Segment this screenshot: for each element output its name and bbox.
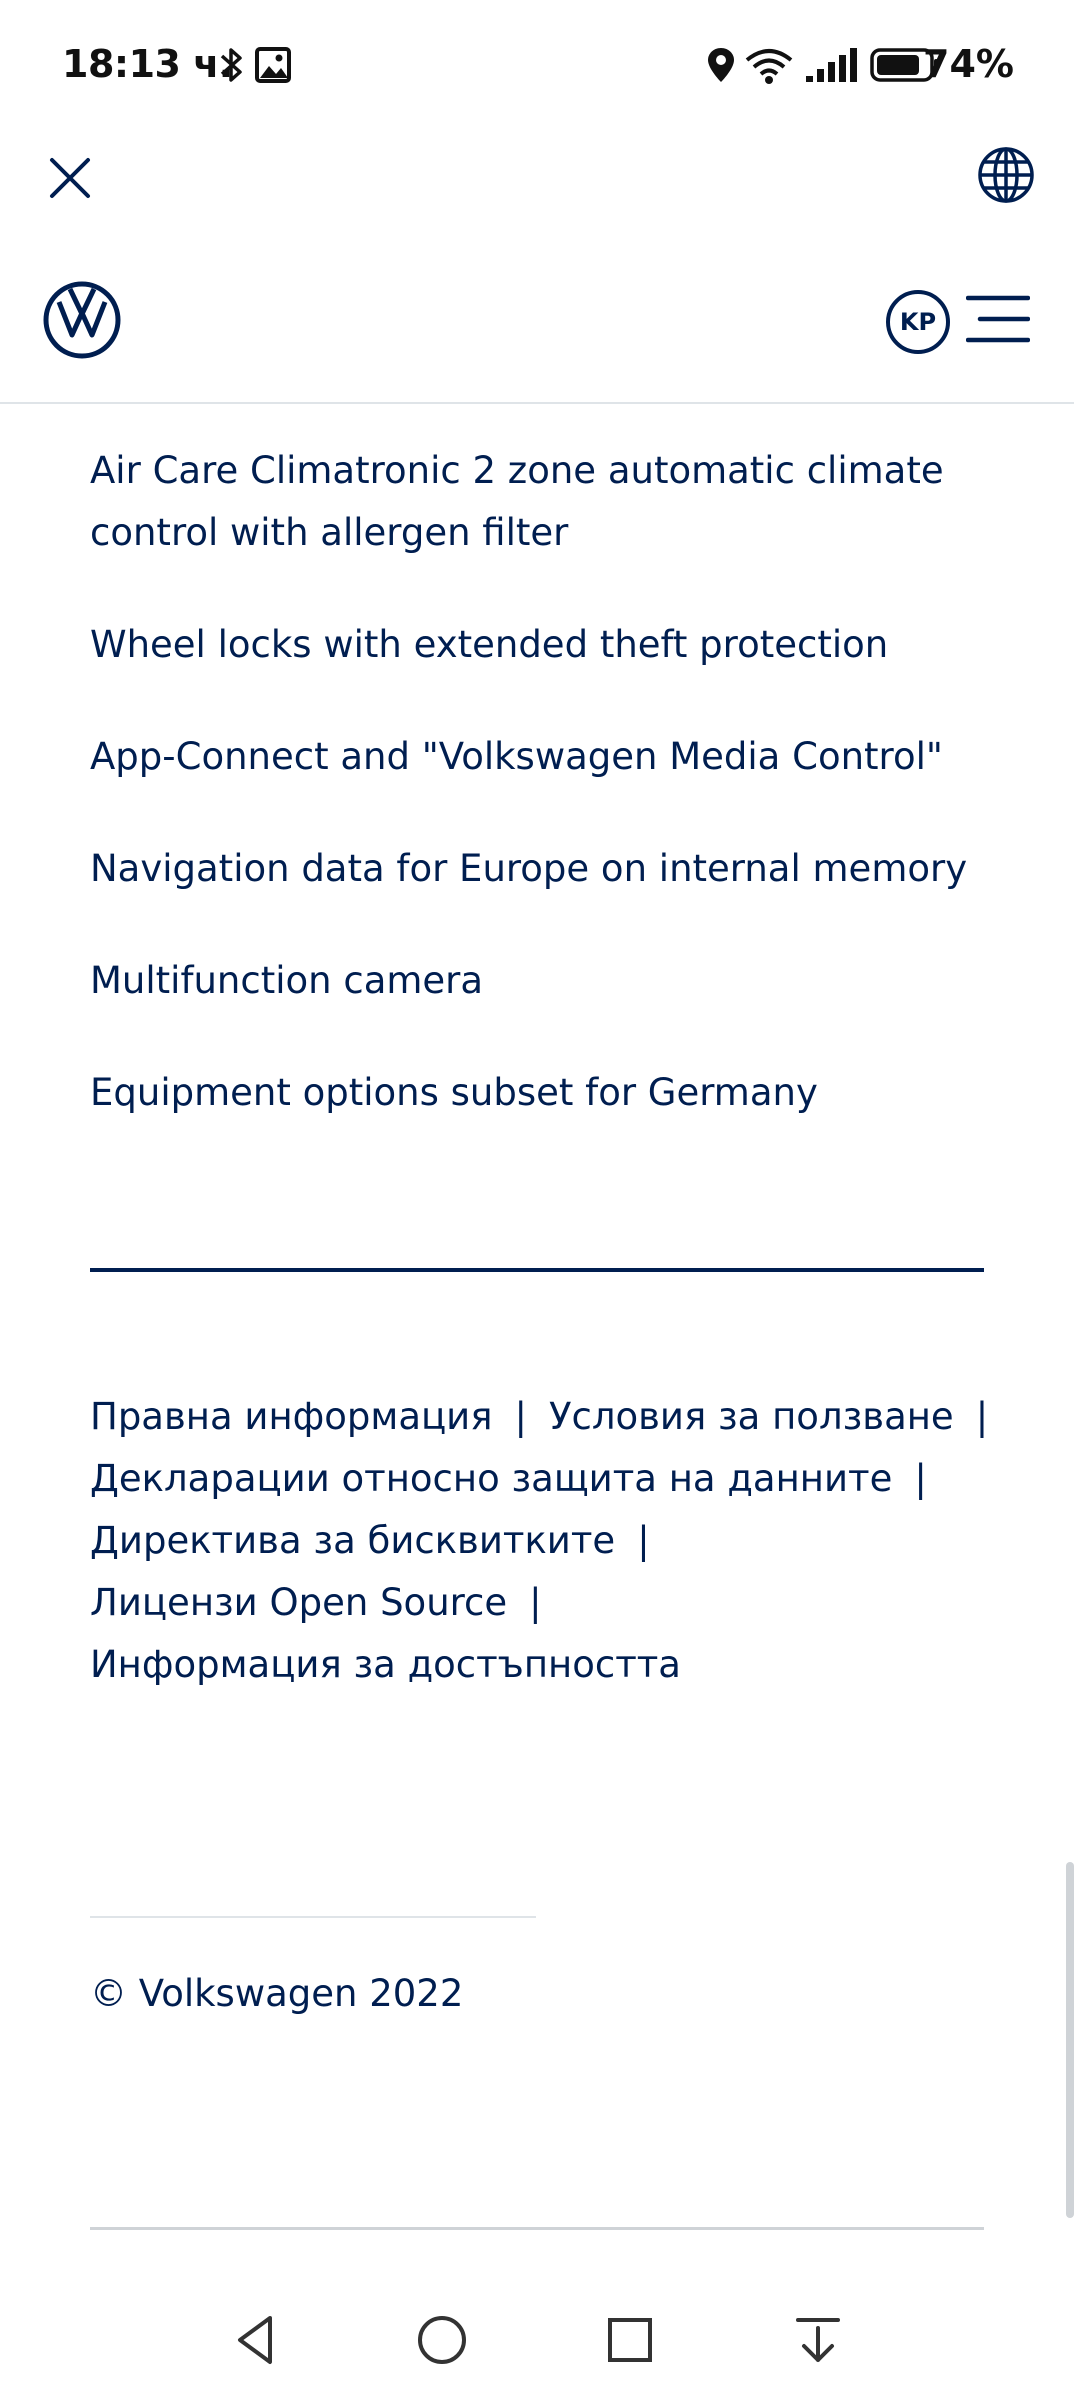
- vw-logo[interactable]: [42, 280, 122, 360]
- feature-item: Equipment options subset for Germany: [90, 1071, 818, 1114]
- notification-pull-button[interactable]: [786, 2308, 850, 2372]
- section-divider: [90, 1268, 984, 1272]
- signal-icon: [804, 46, 858, 88]
- footer-link-cookies[interactable]: Директива за бисквитките: [90, 1519, 616, 1562]
- feature-item: Multifunction camera: [90, 959, 484, 1002]
- footer-link-terms[interactable]: Условия за ползване: [548, 1395, 954, 1438]
- site-header: [0, 260, 1074, 404]
- close-icon: [40, 142, 100, 202]
- footer-link-privacy[interactable]: Декларации относно защита на данните: [90, 1457, 893, 1500]
- language-button[interactable]: [976, 145, 1036, 205]
- footer-separator: |: [637, 1519, 650, 1562]
- vw-logo-icon: [42, 280, 122, 360]
- account-button[interactable]: KP: [886, 290, 950, 354]
- bluetooth-icon: [218, 46, 246, 88]
- menu-icon: [966, 294, 1030, 344]
- battery-percent: 74%: [923, 42, 1014, 86]
- footer-separator: |: [914, 1457, 927, 1500]
- back-button[interactable]: [224, 2308, 288, 2372]
- close-button[interactable]: [40, 142, 100, 202]
- footer-link-accessibility[interactable]: Информация за достъпността: [90, 1643, 681, 1686]
- back-triangle-icon: [224, 2308, 288, 2372]
- footer-separator: |: [975, 1395, 989, 1438]
- system-nav-bar: [0, 2300, 1074, 2380]
- footer-divider: [90, 1916, 536, 1918]
- menu-button[interactable]: [966, 294, 1030, 344]
- feature-list: [90, 440, 1050, 1174]
- footer-links: [90, 1386, 1030, 1696]
- copyright: © Volkswagen 2022: [90, 1972, 464, 2015]
- feature-item: Air Care Climatronic 2 zone automatic climate control with allergen filter: [90, 449, 944, 554]
- home-button[interactable]: [410, 2308, 474, 2372]
- feature-item: Navigation data for Europe on internal memory: [90, 847, 968, 890]
- home-circle-icon: [410, 2308, 474, 2372]
- wifi-icon: [744, 46, 794, 90]
- status-time: 18:13 ч.: [62, 42, 233, 86]
- footer-separator: |: [514, 1395, 527, 1438]
- globe-icon: [976, 145, 1036, 205]
- recents-button[interactable]: [598, 2308, 662, 2372]
- image-icon: [254, 46, 292, 88]
- footer-separator: |: [529, 1581, 542, 1624]
- status-bar: [0, 0, 1074, 135]
- footer-link-legal[interactable]: Правна информация: [90, 1395, 493, 1438]
- pull-down-icon: [786, 2308, 850, 2372]
- feature-item: Wheel locks with extended theft protection: [90, 623, 889, 666]
- feature-item: App-Connect and "Volkswagen Media Control": [90, 735, 943, 778]
- recents-square-icon: [598, 2308, 662, 2372]
- page-scrollbar[interactable]: [1066, 1862, 1074, 2218]
- nav-divider: [90, 2227, 984, 2230]
- location-icon: [706, 46, 736, 88]
- footer-link-open-source[interactable]: Лицензи Open Source: [90, 1581, 508, 1624]
